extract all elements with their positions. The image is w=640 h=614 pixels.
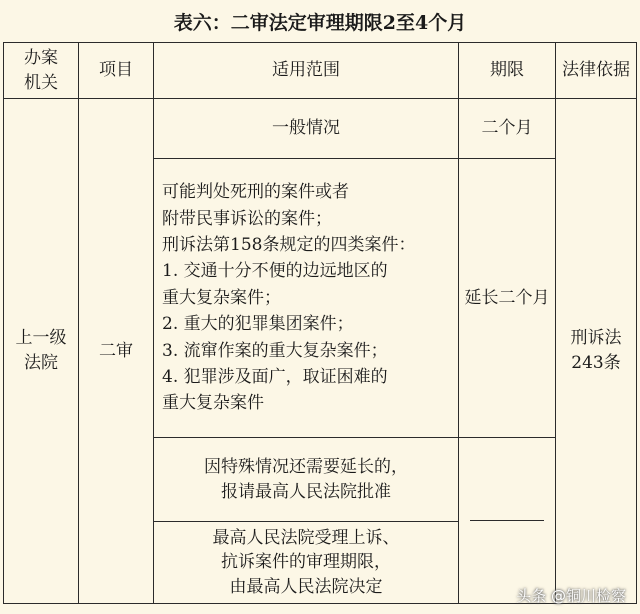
header-term: 期限 bbox=[459, 43, 556, 99]
term-cell-dash bbox=[459, 438, 556, 604]
table-row bbox=[4, 99, 637, 159]
header-scope: 适用范围 bbox=[154, 43, 459, 99]
table-title: 表六：二审法定审理期限2至4个月 bbox=[173, 12, 467, 34]
header-row bbox=[4, 43, 637, 99]
basis-cell: 刑诉法 243条 bbox=[556, 99, 637, 604]
trial-period-table bbox=[3, 42, 637, 604]
scope-cell: 最高人民法院受理上诉、 抗诉案件的审理期限， 由最高人民法院决定 bbox=[154, 522, 459, 604]
header-basis: 法律依据 bbox=[556, 43, 637, 99]
header-agency: 办案 机关 bbox=[4, 43, 79, 99]
watermark: 头条 @铜川检察 bbox=[516, 587, 626, 605]
dash-line bbox=[470, 520, 544, 521]
term-cell: 二个月 bbox=[459, 99, 556, 159]
item-cell: 二审 bbox=[79, 99, 154, 604]
header-item: 项目 bbox=[79, 43, 154, 99]
scope-cell: 可能判处死刑的案件或者 附带民事诉讼的案件； 刑诉法第158条规定的四类案件： 1. 交通十分不便的边远地区的 重大复杂案件； 2. 重大的犯罪集团案件； 3. 流窜作案的重大复杂案件； 4. 犯罪涉及面广，取证困难的 重大复杂案件 bbox=[154, 159, 459, 438]
scope-cell: 一般情况 bbox=[154, 99, 459, 159]
scope-cell: 因特殊情况还需要延长的， 报请最高人民法院批准 bbox=[154, 438, 459, 522]
agency-cell: 上一级 法院 bbox=[4, 99, 79, 604]
term-cell: 延长二个月 bbox=[459, 159, 556, 438]
